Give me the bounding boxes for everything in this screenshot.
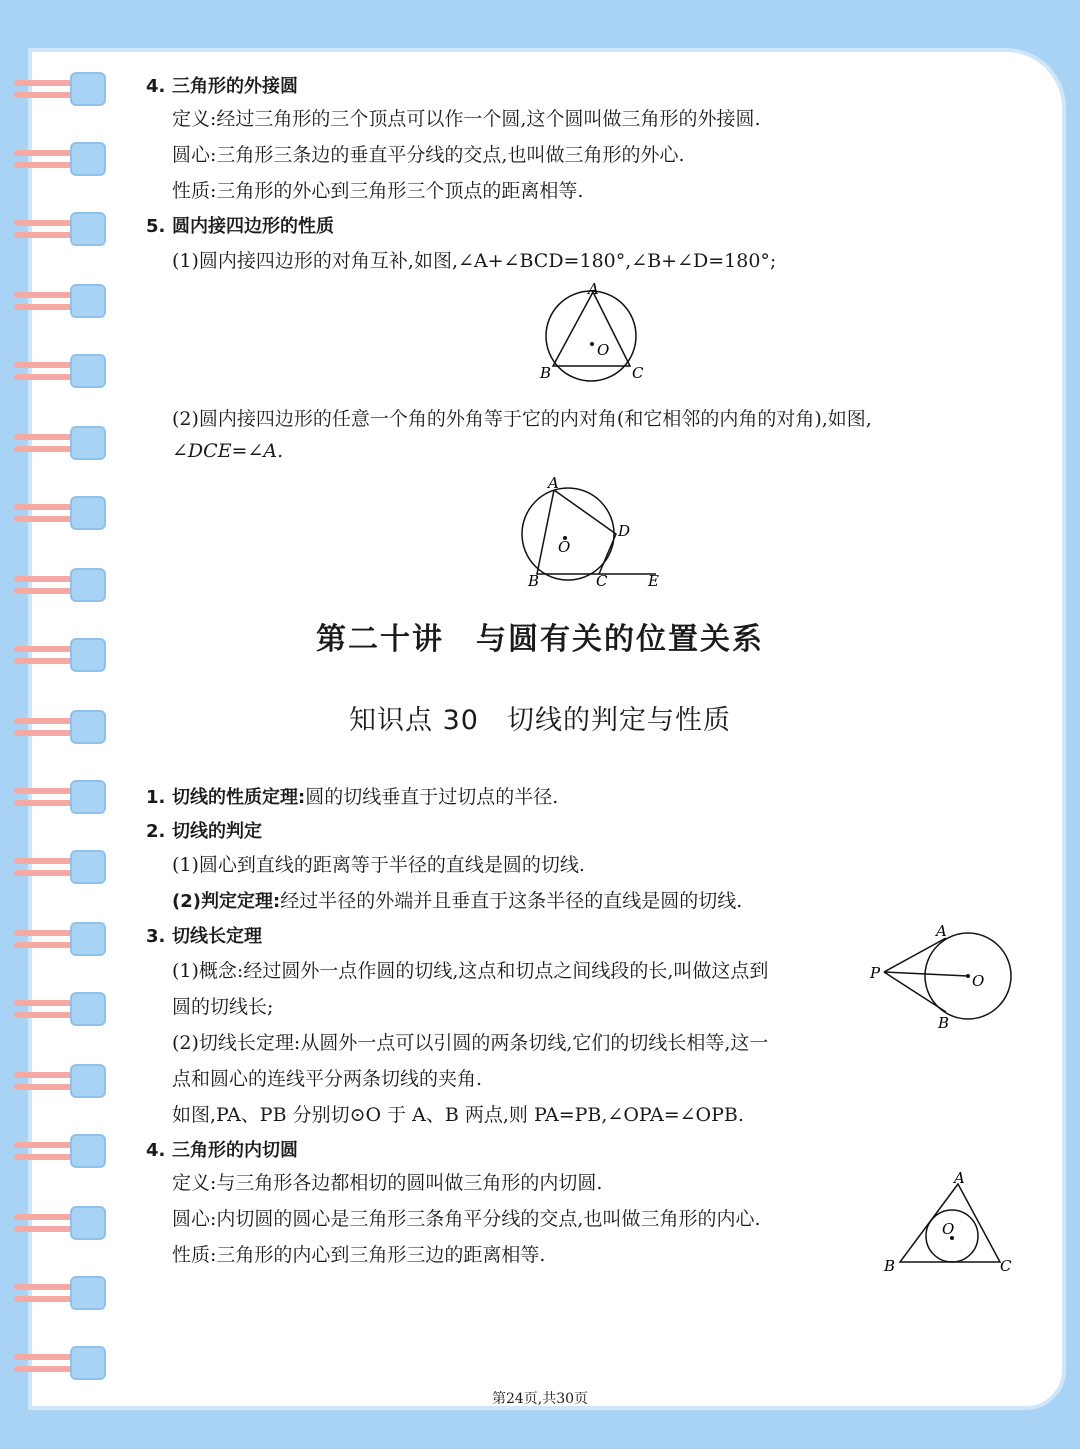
example-text: 如图,PA、PB 分别切⊙O 于 A、B 两点,则 PA=PB,∠OPA=∠OPB. — [172, 1104, 744, 1126]
label-a: A — [548, 474, 559, 492]
lecture-title: 第二十讲 与圆有关的位置关系 — [316, 622, 764, 657]
label-d: D — [618, 522, 631, 540]
binding-ring — [14, 70, 108, 110]
label-o: O — [597, 341, 610, 359]
binding-ring — [14, 566, 108, 606]
section-heading: 4. 三角形的外接圆 — [146, 76, 298, 97]
figure-cyclic-quadrilateral — [510, 474, 670, 592]
property-text: 性质:三角形的外心到三角形三个顶点的距离相等. — [172, 180, 584, 202]
label-a: A — [954, 1169, 965, 1187]
binding-ring — [14, 494, 108, 534]
binding-ring — [14, 1204, 108, 1244]
binding-ring — [14, 282, 108, 322]
binding-ring — [14, 990, 108, 1030]
section-heading: 2. 切线的判定 — [146, 821, 262, 842]
section-heading: 5. 圆内接四边形的性质 — [146, 216, 334, 237]
label-b: B — [884, 1257, 896, 1275]
definition-text: 定义:与三角形各边都相切的圆叫做三角形的内切圆. — [172, 1172, 603, 1194]
binding-ring — [14, 140, 108, 180]
binding-ring — [14, 778, 108, 818]
item-text: (1)概念:经过圆外一点作圆的切线,这点和切点之间线段的长,叫做这点到 — [172, 960, 769, 982]
label-e: E — [648, 572, 659, 590]
binding-ring — [14, 848, 108, 888]
page-footer: 第24页,共30页 — [491, 1391, 589, 1407]
binding-ring — [14, 1344, 108, 1384]
label-c: C — [596, 572, 608, 590]
label-o: O — [942, 1220, 955, 1238]
binding-ring — [14, 920, 108, 960]
label-a: A — [936, 922, 947, 940]
item-text: 点和圆心的连线平分两条切线的夹角. — [172, 1068, 483, 1090]
section-heading: 4. 三角形的内切圆 — [146, 1140, 298, 1161]
section-heading: 1. 切线的性质定理:圆的切线垂直于过切点的半径. — [146, 786, 559, 808]
item-text: (2)圆内接四边形的任意一个角的外角等于它的内对角(和它相邻的内角的对角),如图, — [172, 408, 872, 430]
item-text: (2)切线长定理:从圆外一点可以引圆的两条切线,它们的切线长相等,这一 — [172, 1032, 769, 1054]
property-text: 性质:三角形的内心到三角形三边的距离相等. — [172, 1244, 546, 1266]
binding-ring — [14, 352, 108, 392]
center-text: 圆心:内切圆的圆心是三角形三条角平分线的交点,也叫做三角形的内心. — [172, 1208, 761, 1230]
label-b: B — [528, 572, 540, 590]
binding-ring — [14, 1132, 108, 1172]
center-text: 圆心:三角形三条边的垂直平分线的交点,也叫做三角形的外心. — [172, 144, 685, 166]
binding-ring — [14, 1062, 108, 1102]
binding-ring — [14, 210, 108, 250]
label-b: B — [540, 364, 552, 382]
label-c: C — [1000, 1257, 1012, 1275]
item-text: (1)圆心到直线的距离等于半径的直线是圆的切线. — [172, 854, 585, 876]
definition-text: 定义:经过三角形的三个顶点可以作一个圆,这个圆叫做三角形的外接圆. — [172, 108, 761, 130]
label-o: O — [558, 538, 571, 556]
label-c: C — [632, 364, 644, 382]
binding-ring — [14, 1274, 108, 1314]
figure-inscribed-circle — [880, 1168, 1020, 1278]
item-text: (1)圆内接四边形的对角互补,如图,∠A+∠BCD=180°,∠B+∠D=180°; — [172, 250, 777, 272]
figure-circumscribed-triangle — [530, 280, 650, 384]
section-heading: 3. 切线长定理 — [146, 926, 262, 947]
item-text: ∠DCE=∠A. — [172, 440, 284, 462]
item-text: (2)判定定理:经过半径的外端并且垂直于这条半径的直线是圆的切线. — [172, 890, 743, 912]
item-text: 圆的切线长; — [172, 996, 274, 1018]
label-p: P — [870, 964, 881, 982]
label-o: O — [972, 972, 985, 990]
knowledge-point-title: 知识点 30 切线的判定与性质 — [349, 705, 731, 736]
label-a: A — [588, 280, 599, 298]
binding-ring — [14, 424, 108, 464]
label-b: B — [938, 1014, 950, 1032]
figure-tangent-lengths — [864, 920, 1024, 1036]
